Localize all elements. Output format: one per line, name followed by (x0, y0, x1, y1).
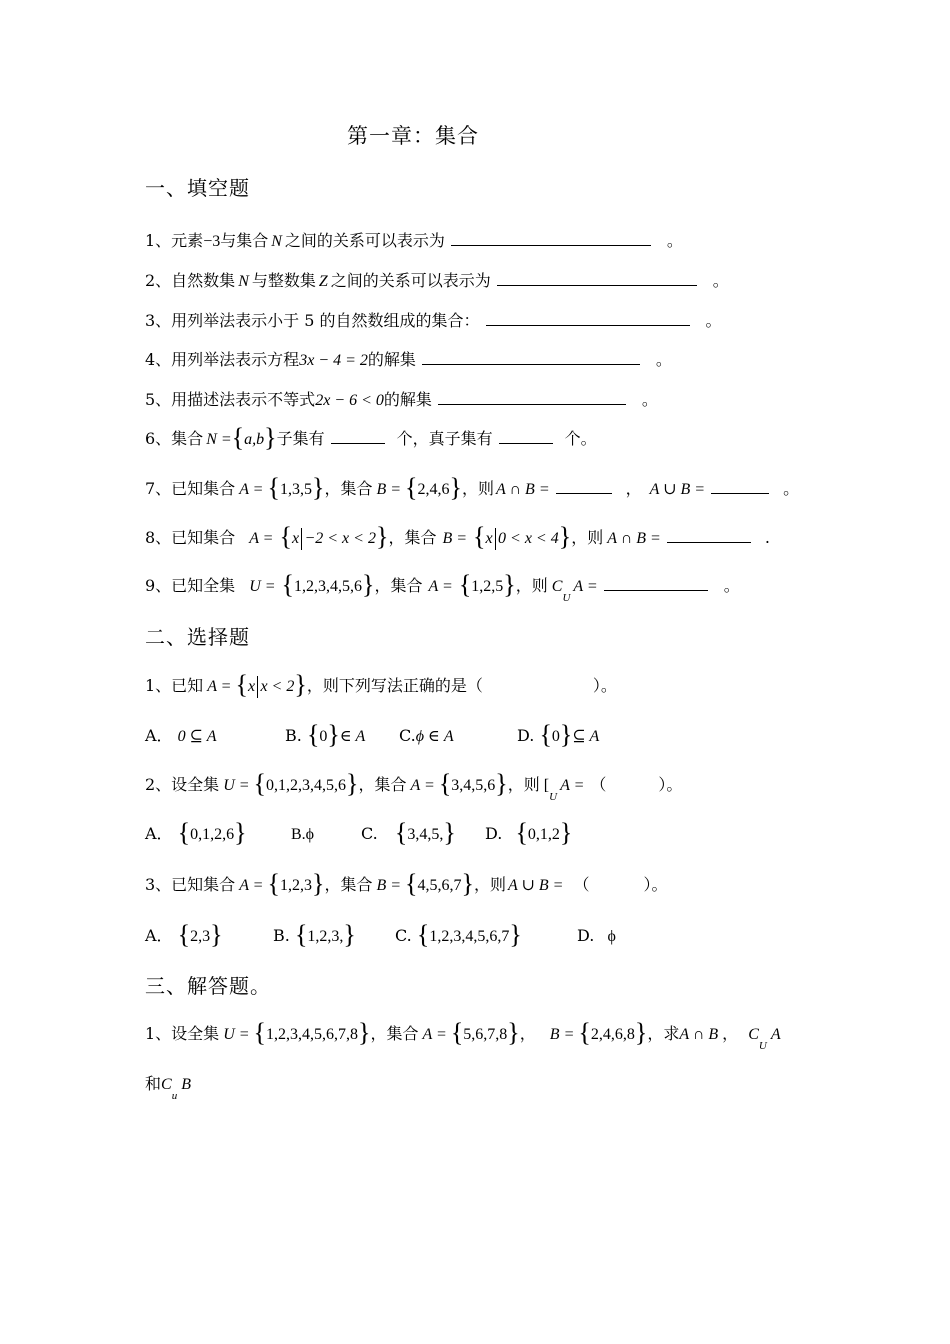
q-text: 3、用列举法表示小于 5 的自然数组成的集合： (145, 311, 480, 330)
set-elements: 3,4,5,6 (451, 777, 496, 794)
q-text: 2、自然数集 (145, 271, 236, 290)
right-brace-icon: } (362, 570, 375, 599)
inequality: 2x − 6 < 0 (315, 392, 384, 409)
right-brace-icon: } (634, 1018, 648, 1047)
choice-2-options (145, 818, 573, 847)
section-problem-solving: 三、解答题。 (145, 974, 271, 998)
answer-blank[interactable] (667, 526, 751, 543)
q-text: ，则 (507, 775, 540, 794)
answer-question-1 (145, 1018, 781, 1052)
q-text: 1、已知 (145, 676, 204, 695)
math: x (485, 530, 493, 547)
left-brace-icon: { (267, 869, 280, 898)
q-text: 2、设全集 (145, 775, 220, 794)
q-text: 1、设全集 (145, 1024, 220, 1043)
fill-question-2 (145, 269, 729, 294)
option-b[interactable]: B. {0}∈ A (285, 720, 366, 749)
left-brace-icon: { (394, 818, 408, 847)
set-elements: a,b (244, 431, 265, 448)
q-text: 。 (783, 479, 800, 498)
right-brace-icon: } (558, 522, 572, 551)
right-brace-icon: } (358, 1018, 371, 1047)
q-text: ，集合 (388, 528, 437, 547)
set-elements: 2,4,6,8 (590, 1026, 635, 1043)
condition: 0 < x < 4 (498, 530, 559, 547)
q-text: ，集合 (374, 576, 423, 595)
q-text: ）。 (592, 676, 617, 695)
math: B = (376, 481, 402, 498)
subscript: U (549, 791, 558, 803)
q-text: 。 (641, 390, 658, 409)
option-b[interactable]: B.ϕ (291, 826, 315, 843)
set-builder-bar (257, 676, 258, 698)
q-text: 之间的关系可以表示为 (330, 271, 491, 290)
q-text: 的解集 (367, 350, 416, 369)
set-elements: 1,3,5 (279, 481, 312, 498)
right-brace-icon: } (264, 423, 277, 452)
q-text: ， (625, 479, 642, 498)
q-text: ）。 (658, 775, 683, 794)
q-text: ，集合 (324, 875, 373, 894)
set-elements: 0,1,2,3,4,5,6 (266, 777, 347, 794)
set-elements: 2,4,6 (417, 481, 450, 498)
option-a[interactable]: A． {0,1,2,6} (145, 818, 247, 847)
equation: 3x − 4 = 2 (299, 352, 368, 369)
q-text: 子集有 (276, 429, 325, 448)
set-elements: 1,2,5 (471, 578, 504, 595)
left-brace-icon: { (267, 473, 280, 502)
math: A (770, 1026, 781, 1043)
q-text: 与集合 (220, 231, 269, 250)
right-brace-icon: } (509, 920, 522, 949)
fill-question-6 (145, 423, 597, 452)
answer-blank[interactable] (422, 348, 640, 365)
choice-1-options (145, 720, 600, 749)
q-text: 4、用列举法表示方程 (145, 350, 300, 369)
fill-question-8 (145, 522, 770, 551)
math: B = (442, 530, 468, 547)
math: A ∩ B = (607, 530, 661, 547)
choice-question-2 (145, 769, 683, 803)
left-brace-icon: { (473, 522, 486, 551)
left-brace-icon: { (450, 1018, 464, 1047)
math: U = (223, 1026, 250, 1043)
fill-question-7 (145, 473, 800, 502)
q-text: ， (722, 1024, 739, 1043)
answer-question-1-continued (145, 1072, 191, 1102)
right-brace-icon: } (449, 473, 462, 502)
fill-question-4 (145, 348, 672, 373)
left-brace-icon: { (578, 1018, 591, 1047)
q-text: 。 (723, 576, 740, 595)
math: −3 (203, 233, 221, 250)
q-text: 9、已知全集 (145, 576, 236, 595)
left-brace-icon: { (539, 720, 552, 749)
right-brace-icon: } (507, 1018, 520, 1047)
option-c[interactable]: C. {1,2,3,4,5,6,7} (395, 920, 522, 949)
right-brace-icon: } (443, 818, 456, 847)
math: A = (207, 678, 232, 695)
math: A = (239, 481, 264, 498)
q-text: 1、元素 (145, 231, 204, 250)
choice-3-options (145, 920, 616, 949)
fill-question-1 (145, 229, 683, 254)
math: x (247, 678, 256, 695)
set-elements: 1,2,3,4,5,6 (294, 578, 363, 595)
right-brace-icon: } (343, 920, 356, 949)
q-text: ，集合 (324, 479, 373, 498)
complement-symbol: C (551, 578, 563, 595)
subscript: u (171, 1090, 178, 1102)
fill-question-5 (145, 388, 658, 413)
q-text: 。 (666, 231, 683, 250)
complement-symbol: [ (543, 777, 550, 794)
q-text: 。 (705, 311, 722, 330)
q-text: 个，真子集有 (396, 429, 493, 448)
left-brace-icon: { (281, 570, 295, 599)
right-brace-icon: } (461, 869, 474, 898)
q-text: 的解集 (383, 390, 432, 409)
math: B (181, 1076, 191, 1093)
left-brace-icon: { (416, 920, 430, 949)
q-text: ， (519, 1024, 536, 1043)
left-brace-icon: { (515, 818, 528, 847)
right-brace-icon: } (559, 818, 573, 847)
answer-blank[interactable] (556, 477, 612, 494)
section-fill-in: 一、填空题 (145, 176, 250, 200)
q-text: （ (573, 875, 590, 894)
q-text: 个。 (564, 429, 597, 448)
page-title: 第一章：集合 (347, 124, 479, 148)
left-brace-icon: { (458, 570, 472, 599)
option-d[interactable]: D. ϕ (577, 926, 616, 945)
math: B = (376, 877, 402, 894)
right-brace-icon: } (327, 720, 340, 749)
right-brace-icon: } (559, 720, 573, 749)
right-brace-icon: } (294, 670, 307, 699)
q-text: （ (590, 775, 607, 794)
math: A = (239, 877, 264, 894)
option-d[interactable]: D. {0}⊆ A (517, 720, 600, 749)
right-brace-icon: } (311, 869, 325, 898)
math: A ∪ B = (508, 877, 564, 894)
left-brace-icon: { (306, 720, 320, 749)
choice-question-1 (145, 670, 617, 699)
answer-blank[interactable] (486, 309, 690, 326)
condition: −2 < x < 2 (304, 530, 376, 547)
math: A ∪ B = (649, 481, 706, 498)
math: A = (422, 1026, 447, 1043)
left-brace-icon: { (235, 670, 248, 699)
answer-blank[interactable] (451, 229, 651, 246)
right-brace-icon: } (234, 818, 247, 847)
set-elements: 1,2,3 (279, 877, 312, 894)
option-c[interactable]: C.ϕ ∈ A (399, 726, 454, 745)
q-text: 。 (655, 350, 672, 369)
q-text: 与整数集 (251, 271, 316, 290)
left-brace-icon: { (438, 769, 452, 798)
math: N = (206, 431, 232, 448)
subscript: U (758, 1040, 767, 1052)
q-text: ，则 (474, 875, 507, 894)
condition: x < 2 (260, 678, 295, 695)
q-text: ）。 (643, 875, 668, 894)
math: Z (318, 273, 328, 290)
q-text: ，则 (462, 479, 495, 498)
math: A = (560, 777, 585, 794)
left-brace-icon: { (231, 423, 245, 452)
left-brace-icon: { (253, 1018, 267, 1047)
math: A = (428, 578, 453, 595)
set-builder-bar (495, 528, 496, 550)
math: U = (223, 777, 250, 794)
math: U = (249, 578, 276, 595)
option-d[interactable]: D. {0,1,2} (485, 818, 573, 847)
option-b[interactable]: B. {1,2,3,} (273, 920, 356, 949)
complement-symbol: C (748, 1026, 759, 1043)
left-brace-icon: { (279, 522, 292, 551)
choice-question-3 (145, 869, 668, 898)
math: A ∩ B = (496, 481, 550, 498)
subscript: U (562, 592, 571, 604)
answer-blank[interactable] (438, 388, 626, 405)
q-text: 和 (145, 1074, 162, 1093)
q-text: ，求 (647, 1024, 680, 1043)
option-a[interactable]: A． {2,3} (145, 920, 223, 949)
answer-blank[interactable] (604, 574, 708, 591)
option-a[interactable]: A． 0 ⊆ A (145, 726, 217, 745)
q-text: ，则 (571, 528, 604, 547)
math: A = (410, 777, 435, 794)
left-brace-icon: { (294, 920, 308, 949)
q-text: 5、用描述法表示不等式 (145, 390, 316, 409)
left-brace-icon: { (253, 769, 267, 798)
right-brace-icon: } (346, 769, 359, 798)
q-text: 8、已知集合 (145, 528, 236, 547)
right-brace-icon: } (210, 920, 223, 949)
q-text: ，则 (515, 576, 548, 595)
math: B = (549, 1026, 575, 1043)
q-text: 3、已知集合 (145, 875, 236, 894)
right-brace-icon: } (311, 473, 325, 502)
left-brace-icon: { (405, 473, 418, 502)
set-elements: 4,5,6,7 (417, 877, 462, 894)
right-brace-icon: } (375, 522, 389, 551)
left-brace-icon: { (405, 869, 418, 898)
q-text: ，则下列写法正确的是（ (306, 676, 483, 695)
complement-symbol: C (161, 1076, 172, 1093)
fill-question-9 (145, 570, 740, 604)
q-text: 之间的关系可以表示为 (284, 231, 445, 250)
math: N (271, 233, 282, 250)
answer-blank[interactable] (499, 427, 553, 444)
q-text: 7、已知集合 (145, 479, 236, 498)
set-elements: 1,2,3,4,5,6,7,8 (266, 1026, 359, 1043)
answer-blank[interactable] (331, 427, 385, 444)
q-text: ，集合 (370, 1024, 419, 1043)
answer-blank[interactable] (497, 269, 697, 286)
answer-blank[interactable] (711, 477, 769, 494)
right-brace-icon: } (503, 570, 516, 599)
left-brace-icon: { (177, 920, 191, 949)
option-c[interactable]: C. {3,4,5,} (361, 818, 456, 847)
math: A = (249, 530, 274, 547)
left-brace-icon: { (177, 818, 191, 847)
fill-question-3 (145, 309, 722, 333)
right-brace-icon: } (495, 769, 508, 798)
section-multiple-choice: 二、选择题 (145, 625, 250, 649)
q-text: . (764, 528, 770, 547)
set-elements: 5,6,7,8 (463, 1026, 508, 1043)
q-text: 6、集合 (145, 429, 204, 448)
math: x (291, 530, 300, 547)
math: A ∩ B (679, 1026, 719, 1043)
math: A = (573, 578, 598, 595)
q-text: ，集合 (358, 775, 407, 794)
math: N (238, 273, 249, 290)
q-text: 。 (712, 271, 729, 290)
set-builder-bar (301, 528, 302, 550)
